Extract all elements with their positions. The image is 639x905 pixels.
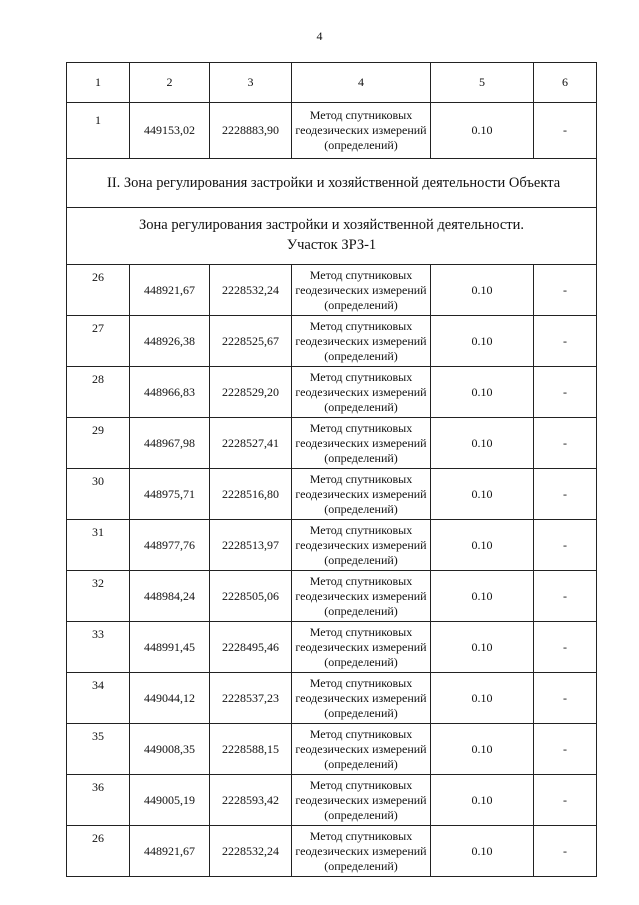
accuracy-cell: 0.10 [431,622,534,673]
header-cell: 2 [130,63,210,103]
dash-cell: - [534,775,597,826]
table-row [67,316,597,367]
point-number: 26 [67,265,130,316]
method-line: Метод спутниковых [309,624,413,639]
method-cell [292,775,431,826]
method-line: (определений) [324,858,398,873]
subsection-title-line: Зона регулирования застройки и хозяйственной деятельности. [138,217,525,234]
method-cell [292,673,431,724]
x-coordinate: 449044,12 [130,673,210,724]
method-line: Метод спутниковых [309,828,413,843]
table-row [67,367,597,418]
method-cell [292,103,431,159]
method-line: Метод спутниковых [309,522,413,537]
method-line: (определений) [324,552,398,567]
table-row [67,265,597,316]
dash-cell: - [534,367,597,418]
table-row [67,724,597,775]
method-cell [292,520,431,571]
dash-cell: - [534,316,597,367]
point-number: 30 [67,469,130,520]
method-line: Метод спутниковых [309,420,413,435]
method-cell [292,469,431,520]
subsection-title [67,208,597,265]
header-cell: 5 [431,63,534,103]
accuracy-cell: 0.10 [431,265,534,316]
accuracy-cell: 0.10 [431,826,534,877]
dash-cell: - [534,418,597,469]
point-number: 36 [67,775,130,826]
dash-cell: - [534,571,597,622]
subsection-title-line: Участок ЗРЗ-1 [286,237,377,253]
method-line: (определений) [324,348,398,363]
table-row [67,571,597,622]
accuracy-cell: 0.10 [431,316,534,367]
y-coordinate: 2228588,15 [210,724,292,775]
point-number: 26 [67,826,130,877]
method-line: Метод спутниковых [309,267,413,282]
method-line: геодезических измерений [295,333,427,348]
x-coordinate: 448967,98 [130,418,210,469]
point-number: 27 [67,316,130,367]
section-title: II. Зона регулирования застройки и хозяйственной деятельности Объекта [67,159,597,208]
y-coordinate: 2228513,97 [210,520,292,571]
table-row [67,103,597,159]
x-coordinate: 449008,35 [130,724,210,775]
method-line: геодезических измерений [295,741,427,756]
point-number: 29 [67,418,130,469]
header-row [67,63,597,103]
method-cell [292,826,431,877]
x-coordinate: 449153,02 [130,103,210,159]
y-coordinate: 2228532,24 [210,826,292,877]
method-line: геодезических измерений [295,435,427,450]
method-cell [292,367,431,418]
accuracy-cell: 0.10 [431,520,534,571]
dash-cell: - [534,520,597,571]
method-line: Метод спутниковых [309,573,413,588]
y-coordinate: 2228593,42 [210,775,292,826]
y-coordinate: 2228527,41 [210,418,292,469]
method-line: (определений) [324,450,398,465]
method-line: (определений) [324,756,398,771]
accuracy-cell: 0.10 [431,673,534,724]
method-cell [292,622,431,673]
table-row [67,622,597,673]
table-row [67,469,597,520]
method-line: Метод спутниковых [309,777,413,792]
method-line: Метод спутниковых [309,726,413,741]
method-line: геодезических измерений [295,690,427,705]
x-coordinate: 449005,19 [130,775,210,826]
table-row [67,673,597,724]
y-coordinate: 2228532,24 [210,265,292,316]
point-number: 1 [67,103,130,159]
method-line: (определений) [324,705,398,720]
method-line: (определений) [324,654,398,669]
accuracy-cell: 0.10 [431,775,534,826]
table-row [67,775,597,826]
dash-cell: - [534,469,597,520]
point-number: 34 [67,673,130,724]
point-number: 28 [67,367,130,418]
method-cell [292,265,431,316]
y-coordinate: 2228883,90 [210,103,292,159]
method-line: геодезических измерений [295,537,427,552]
dash-cell: - [534,673,597,724]
y-coordinate: 2228505,06 [210,571,292,622]
accuracy-cell: 0.10 [431,724,534,775]
header-cell: 6 [534,63,597,103]
method-line: (определений) [324,501,398,516]
method-line: геодезических измерений [295,588,427,603]
point-number: 31 [67,520,130,571]
method-line: (определений) [324,807,398,822]
x-coordinate: 448991,45 [130,622,210,673]
table-row [67,826,597,877]
x-coordinate: 448966,83 [130,367,210,418]
subsection-row [67,208,597,265]
x-coordinate: 448977,76 [130,520,210,571]
point-number: 32 [67,571,130,622]
method-line: геодезических измерений [295,843,427,858]
method-line: геодезических измерений [295,639,427,654]
header-cell: 4 [292,63,431,103]
method-line: геодезических измерений [295,384,427,399]
method-line: Метод спутниковых [309,318,413,333]
method-line: (определений) [324,603,398,618]
header-cell: 3 [210,63,292,103]
x-coordinate: 448921,67 [130,826,210,877]
method-line: Метод спутниковых [309,108,413,122]
accuracy-cell: 0.10 [431,469,534,520]
method-line: (определений) [324,297,398,312]
accuracy-cell: 0.10 [431,367,534,418]
method-line: геодезических измерений [295,486,427,501]
method-line: геодезических измерений [295,792,427,807]
point-number: 33 [67,622,130,673]
accuracy-cell: 0.10 [431,103,534,159]
y-coordinate: 2228525,67 [210,316,292,367]
y-coordinate: 2228516,80 [210,469,292,520]
accuracy-cell: 0.10 [431,418,534,469]
section-row [67,159,597,208]
y-coordinate: 2228495,46 [210,622,292,673]
method-line: геодезических измерений [295,282,427,297]
dash-cell: - [534,265,597,316]
coordinates-table [66,62,597,877]
y-coordinate: 2228537,23 [210,673,292,724]
method-cell [292,724,431,775]
table-row [67,520,597,571]
method-cell [292,418,431,469]
x-coordinate: 448984,24 [130,571,210,622]
method-cell [292,571,431,622]
dash-cell: - [534,622,597,673]
y-coordinate: 2228529,20 [210,367,292,418]
method-line: (определений) [324,399,398,414]
accuracy-cell: 0.10 [431,571,534,622]
header-cell: 1 [67,63,130,103]
method-line: (определений) [324,138,398,152]
method-line: Метод спутниковых [309,675,413,690]
x-coordinate: 448921,67 [130,265,210,316]
page-number: 4 [316,29,323,43]
method-line: Метод спутниковых [309,369,413,384]
dash-cell: - [534,826,597,877]
x-coordinate: 448975,71 [130,469,210,520]
x-coordinate: 448926,38 [130,316,210,367]
dash-cell: - [534,724,597,775]
method-line: Метод спутниковых [309,471,413,486]
method-line: геодезических измерений [295,123,427,137]
method-cell [292,316,431,367]
dash-cell: - [534,103,597,159]
table-row [67,418,597,469]
point-number: 35 [67,724,130,775]
